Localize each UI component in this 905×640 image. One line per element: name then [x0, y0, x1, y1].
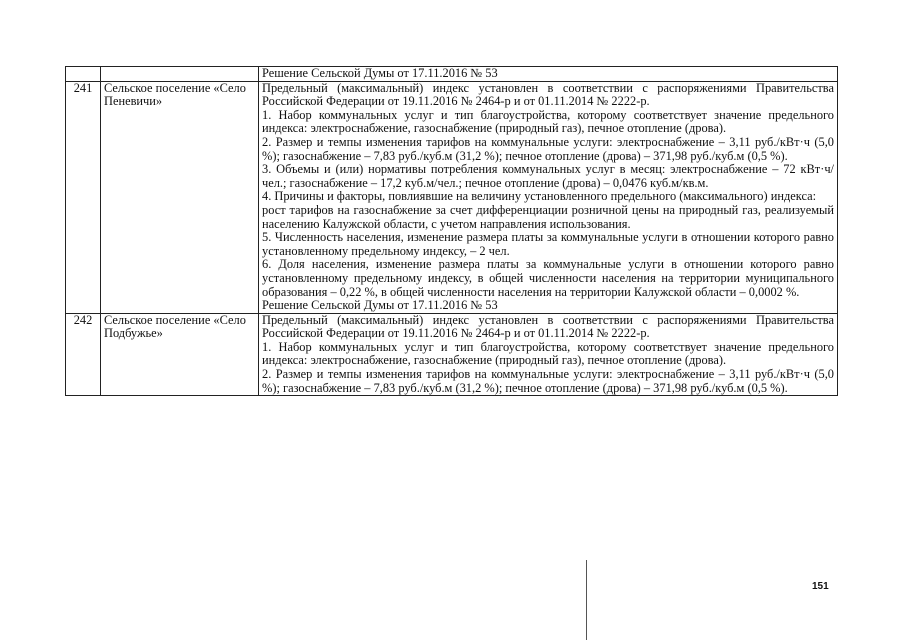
paragraph: 1. Набор коммунальных услуг и тип благоустройства, которому соответствует значение предельного индекса: электроснабжение, газоснабжение (природный газ), печное отопление (дрова).: [262, 339, 834, 368]
description-cell: [259, 313, 838, 396]
paragraph: 5. Численность населения, изменение размера платы за коммунальные услуги в отношении которого равно установленному предельному индексу, – 2 чел.: [262, 230, 834, 258]
paragraph: 6. Доля населения, изменение размера платы за коммунальные услуги в отношении которого равно установленному предельному индексу, в общей численности населения на территории муниципального образования – 0,22 %, в общей численности населения на территории Калужской области – 0,0002 %.: [262, 257, 834, 299]
table-row: [66, 67, 838, 82]
limit-index-table: [65, 66, 838, 396]
decision-reference: Решение Сельской Думы от 17.11.2016 № 53: [259, 67, 838, 82]
paragraph: 3. Объемы и (или) нормативы потребления коммунальных услуг в месяц: электроснабжение – 72 кВт·ч/чел.; газоснабжение – 17,2 куб.м/чел.; печное отопление (дрова) – 0,0476 куб.м/кв.м.: [262, 162, 834, 190]
paragraph: 4. Причины и факторы, повлиявшие на величину установленного предельного (максимального) индекса:: [262, 189, 817, 204]
description-cell: [259, 81, 838, 313]
paragraph: 2. Размер и темпы изменения тарифов на коммунальные услуги: электроснабжение – 3,11 руб./кВт·ч (5,0 %); газоснабжение – 7,83 руб./куб.м (31,2 %); печное отопление (дрова) – 371,98 руб./куб.м (0,5 %).: [262, 134, 834, 163]
settlement-name-cell: Сельское поселение «Село Пеневичи»: [101, 81, 259, 313]
paragraph: рост тарифов на газоснабжение за счет дифференциации розничной цены на природный газ, реализуемый населению Калужской области, с учетом направления использования.: [262, 202, 834, 231]
settlement-name-cell: [101, 67, 259, 82]
paragraph: 2. Размер и темпы изменения тарифов на коммунальные услуги: электроснабжение – 3,11 руб./кВт·ч (5,0 %); газоснабжение – 7,83 руб./куб.м (31,2 %); печное отопление (дрова) – 371,98 руб./куб.м (0,5 %).: [262, 367, 834, 395]
decision-reference: Решение Сельской Думы от 17.11.2016 № 53: [262, 298, 498, 313]
table-row: [66, 313, 838, 396]
paragraph: Предельный (максимальный) индекс установлен в соответствии с распоряжениями Правительства Российской Федерации от 19.11.2016 № 2464-р и от 01.11.2014 № 2222-р.: [262, 80, 834, 109]
paragraph: 1. Набор коммунальных услуг и тип благоустройства, которому соответствует значение предельного индекса: электроснабжение, газоснабжение (природный газ), печное отопление (дрова).: [262, 107, 834, 136]
row-number-cell: [66, 67, 101, 82]
paragraph: Предельный (максимальный) индекс установлен в соответствии с распоряжениями Правительства Российской Федерации от 19.11.2016 № 2464-р и от 01.11.2014 № 2222-р.: [262, 312, 834, 341]
page-number: 151: [812, 581, 829, 592]
row-number-cell: 241: [66, 81, 101, 313]
table-row: [66, 81, 838, 313]
scan-artifact-line: [586, 560, 587, 640]
settlement-name-cell: Сельское поселение «Село Подбужье»: [101, 313, 259, 396]
row-number-cell: 242: [66, 313, 101, 396]
